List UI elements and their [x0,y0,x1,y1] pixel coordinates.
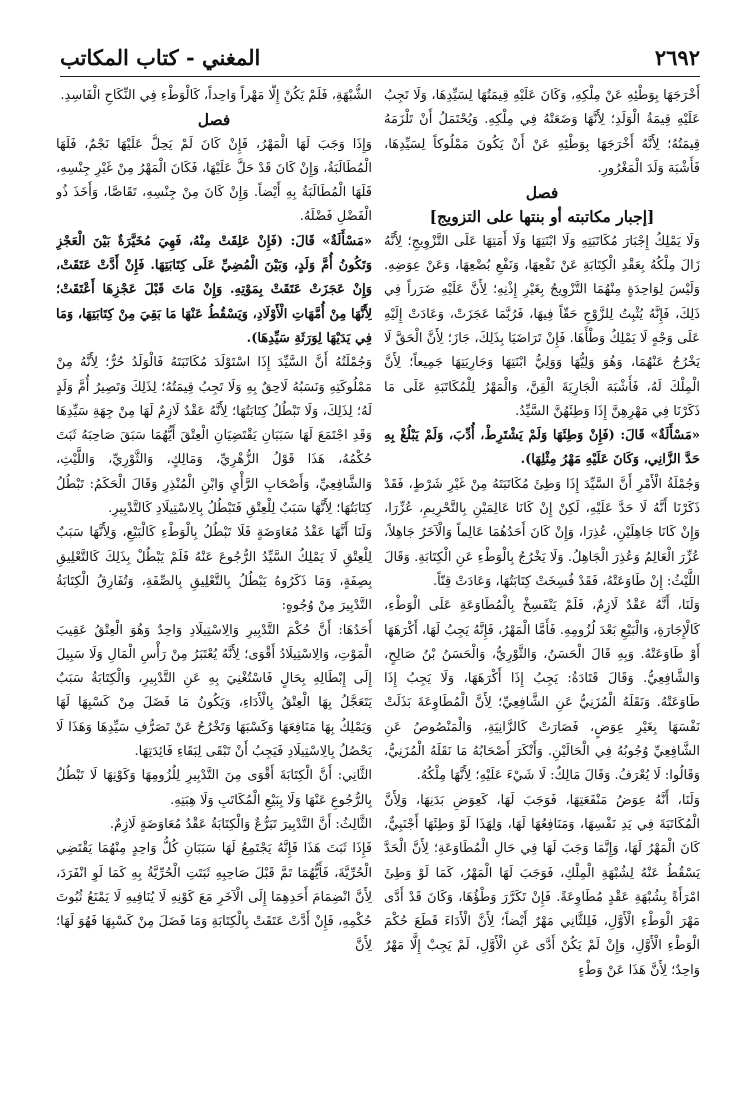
masala-statement: «مَسْأَلَةٌ» قَالَ: (فَإِنْ وَطِئَهَا وَلَمْ يَشْتَرِطْ، أُدِّبَ، وَلَمْ يَبْلُغْ بِهِ حَدَّ الزَّانِي، وَكَانَ عَلَيْهِ مَهْرُ مِثْلِهَا). [384,428,700,468]
paragraph [384,473,700,594]
paragraph-text: وَلَنَا، أَنَّهُ عِوَضُ مَنْفَعَتِهَا، فَوَجَبَ لَهَا، كَعِوَضِ بَدَنِهَا، وَلِأَنَّ الْمُكَاتَبَةَ فِي يَدِ نَفْسِهَا، وَمَنَافِعُهَا لَهَا، وَلِهَذَا لَوْ وَطِئَهَا أَجْنَبِيٌّ، كَانَ الْمَهْرُ لَهَا، وَإِنَّمَا وَجَبَ لَهَا فِي حَالِ الْمُطَاوَعَةِ؛ لِأَنَّ الْحَدَّ يَسْقُطُ عَنْهُ لِشُبْهَةِ الْمِلْكِ، فَوَجَبَ لَهَا الْمَهْرُ، كَمَا لَوْ وَطِئَ امْرَأَةً بِشُبْهَةِ عَقْدٍ مُطَاوِعَةً. فَإِنْ تَكَرَّرَ وَطْؤُهَا، وَكَانَ قَدْ أَدَّى مَهْرَ الْوَطْءِ الْأَوَّلِ، فَلِلثَّانِي مَهْرٌ أَيْضاً؛ لِأَنَّ الْأَدَاءَ قَطَعَ حُكْمَ الْوَطْءِ الْأَوَّلِ، وَإِنْ لَمْ يَكُنْ أَدَّى عَنِ الْأَوَّلِ، لَمْ يَجِبْ إِلَّا مَهْرٌ وَاحِدٌ؛ لِأَنَّ هَذَا عَنْ وَطْءٍ [384,792,700,978]
left-column [56,84,372,1074]
paragraph-text: الشُّبْهَةِ، فَلَمْ يَكُنْ إِلَّا مَهْراً وَاحِداً، كَالْوَطْءِ فِي النِّكَاحِ الْفَاسِدِ. [60,88,372,103]
paragraph [56,133,372,230]
paragraph-text: أَحَدُهَا: أَنَّ حُكْمَ التَّدْبِيرِ وَالِاسْتِيلَادِ وَاحِدٌ وَهُوَ الْعِتْقُ عَقِيبَ الْمَوْتِ، وَالِاسْتِيلَادُ أَقْوَى؛ لِأَنَّهُ يُعْتَبَرُ مِنْ رَأْسِ الْمَالِ وَلَا سَبِيلَ إِلَى إِبْطَالِهِ بِحَالٍ فَاسْتُغْنِيَ بِهِ عَنِ التَّدْبِيرِ، وَالْكِتَابَةُ سَبَبٌ يَتَعَجَّلُ بِهَا الْعِتْقُ بِالْأَدَاءِ، وَيَكُونُ مَا فَضَلَ مِنْ كَسْبِهَا لَهَا وَيَمْلِكُ بِهَا مَنَافِعَهَا وَكَسْبَهَا وَتَخْرُجُ عَنْ تَصَرُّفِ سَيِّدِهَا وَهَذَا لَا يَحْصُلُ بِالِاسْتِيلَادِ فَيَجِبُ أَنْ تَبْقَى لِبَقَاءِ فَائِدَتِهَا. [56,622,372,760]
paragraph-text: الثَّالِثُ: أَنَّ التَّدْبِيرَ تَبَرُّعٌ وَالْكِتَابَةُ عَقْدُ مُعَاوَضَةٍ لَازِمٌ. [109,816,372,832]
paragraph [56,813,372,837]
section-heading: فصل [525,183,559,203]
paragraph [56,764,372,813]
paragraph [384,230,700,424]
paragraph-text: فَإِذَا ثَبَتَ هَذَا فَإِنَّهُ يَجْتَمِعُ لَهَا سَبَبَانِ كُلُّ وَاحِدٍ مِنْهُمَا يَقْتَضِي الْحُرِّيَّةَ، فَأَيُّهُمَا تَمَّ قَبْلَ صَاحِبِهِ ثَبَتَتِ الْحُرِّيَّةُ بِهِ كَمَا لَوِ انْفَرَدَ، لِأَنَّ انْضِمَامَ أَحَدِهِمَا إِلَى الْآخَرِ مَعَ كَوْنِهِ لَا يُنَافِيهِ لَا يَمْنَعُ ثُبُوتَ حُكْمِهِ، فَإِنْ أَدَّتْ عَتَقَتْ بِالْكِتَابَةِ وَمَا فَضَلَ مِنْ كَسْبِهَا فَهُوَ لَهَا؛ لِأَنَّ [56,841,372,954]
paragraph [56,84,372,108]
paragraph [384,84,700,181]
paragraph-text: الثَّانِي: أَنَّ الْكِتَابَةَ أَقْوَى مِنَ التَّدْبِيرِ لِلُزُومِهَا وَكَوْنِهَا لَا تَبْطُلُ بِالرُّجُوعِ عَنْهَا وَلَا بِبَيْعِ الْمُكَاتَبِ وَلَا هِبَتِهِ. [56,768,372,808]
paragraph [56,521,372,618]
page-header [60,40,700,70]
paragraph-text: وَجُمْلَةُ الْأَمْرِ أَنَّ السَّيِّدَ إِذَا وَطِئَ مُكَاتَبَتَهُ مِنْ غَيْرِ شَرْطٍ، فَقَدْ ذَكَرْنَا أَنَّهُ لَا حَدَّ عَلَيْهِ، لَكِنْ إِنْ كَانَا عَالِمَيْنِ بِالتَّحْرِيمِ، عُزِّرَا، وَإِنْ كَانَا جَاهِلَيْنِ، عُذِرَا، وَإِنْ كَانَ أَحَدُهُمَا عَالِماً وَالْآخَرُ جَاهِلاً، عُزِّرَ الْعَالِمُ وَعُذِرَ الْجَاهِلُ. وَلَا يَخْرُجُ بِالْوَطْءِ عَنِ الْكِتَابَةِ. وَقَالَ اللَّيْثُ: إِنْ طَاوَعَتْهُ، فَقَدْ فُسِخَتْ كِتَابَتُهَا، وَعَادَتْ قِنّاً. [384,476,700,589]
paragraph [384,424,700,473]
paragraph [56,837,372,958]
paragraph-text: وَلَنَا أَنَّهَا عَقْدُ مُعَاوَضَةٍ فَلَا تَبْطُلُ بِالْوَطْءِ كَالْبَيْعِ، وَلِأَنَّهَا سَبَبٌ لِلْعِتْقِ لَا يَمْلِكُ السَّيِّدُ الرُّجُوعَ عَنْهُ فَلَمْ يَبْطُلْ بِذَلِكَ كَالتَّعْلِيقِ بِصِفَةٍ، وَمَا ذَكَرُوهُ يَبْطُلُ بِالتَّعْلِيقِ بِالصِّفَةِ، وَتُفَارِقُ الْكِتَابَةُ التَّدْبِيرَ مِنْ وُجُوهٍ: [56,525,372,614]
paragraph-text: وَلَا يَمْلِكُ إِجْبَارَ مُكَاتَبَتِهِ وَلَا ابْنَتِهَا وَلَا أَمَتِهَا عَلَى التَّزْوِيجِ؛ لِأَنَّهُ زَالَ مِلْكُهُ بِعَقْدِ الْكِتَابَةِ عَنْ نَفْعِهَا، وَنَفْعِ بُضْعِهَا، وَعَنْ عِوَضِهِ. وَلَيْسَ لِوَاحِدَةٍ مِنْهُمَا التَّزْوِيجُ بِغَيْرِ إِذْنِهِ؛ لِأَنَّ عَلَيْهِ ضَرَراً فِي ذَلِكَ، فَإِنَّهُ يُثْبِتُ لِلزَّوْجِ حَقّاً فِيهَا، فَرُبَّمَا عَجَزَتْ، وَعَادَتْ إِلَيْهِ عَلَى وَجْهٍ لَا يَمْلِكُ وَطْأَهَا. فَإِنْ تَرَاضَيَا بِذَلِكَ، جَازَ؛ لِأَنَّ الْحَقَّ لَا يَخْرُجُ عَنْهُمَا، وَهُوَ وَلِيُّهَا وَوَلِيُّ ابْنَتِهَا وَجَارِيَتِهَا جَمِيعاً؛ لِأَنَّ الْمِلْكَ لَهُ، فَأَشْبَهَ الْجَارِيَةَ الْقِنَّ، وَالْمَهْرُ لِلْمُكَاتَبَةِ عَلَى مَا ذَكَرْنَا فِي مَهْرِهِنَّ إِذَا وَطِئَهُنَّ السَّيِّدُ. [384,233,700,419]
paragraph [384,594,700,788]
paragraph-text: وَإِذَا وَجَبَ لَهَا الْمَهْرُ، فَإِنْ كَانَ لَمْ يَحِلَّ عَلَيْهَا نَجْمٌ، فَلَهَا الْمُطَالَبَةُ، وَإِنْ كَانَ قَدْ حَلَّ عَلَيْهَا، فَكَانَ الْمَهْرُ مِنْ غَيْرِ جِنْسِهِ، فَلَهَا الْمُطَالَبَةُ بِهِ أَيْضاً. وَإِنْ كَانَ مِنْ جِنْسِهِ، تَقَاصَّا، وَأَخَذَ ذُو الْفَضْلِ فَضْلَهُ. [56,136,372,225]
right-column [384,84,700,1074]
header-rule [60,76,700,77]
paragraph-text: وَجُمْلَتُهُ أَنَّ السَّيِّدَ إِذَا اسْتَوْلَدَ مُكَاتَبَتَهُ فَالْوَلَدُ حُرٌّ؛ لِأَنَّهُ مِنْ مَمْلُوكَتِهِ وَنَسَبُهُ لَاحِقٌ بِهِ وَلَا تَجِبُ قِيمَتُهُ؛ لِذَلِكَ وَتَصِيرُ أُمَّ وَلَدٍ لَهُ؛ لِذَلِكَ، وَلَا تَبْطُلُ كِتَابَتُهَا؛ لِأَنَّهُ عَقْدٌ لَازِمٌ لَهَا مِنْ جِهَةِ سَيِّدِهَا وَقَدِ اجْتَمَعَ لَهَا سَبَبَانِ يَقْتَضِيَانِ الْعِتْقَ أَيُّهُمَا سَبَقَ صَاحِبَهُ ثَبَتَ حُكْمُهُ، هَذَا قَوْلُ الزُّهْرِيِّ، وَمَالِكٍ، وَالثَّوْرِيِّ، وَاللَّيْثِ، وَالشَّافِعِيِّ، وَأَصْحَابِ الرَّأْيِ وَابْنِ الْمُنْذِرِ وَقَالَ الْحَكَمُ: تَبْطُلُ كِتَابَتُهَا؛ لِأَنَّهَا سَبَبٌ لِلْعِتْقِ فَتَبْطُلُ بِالِاسْتِيلَادِ كَالتَّدْبِيرِ. [56,355,372,517]
section-heading: فصل [197,110,231,130]
section-heading: [إجبار مكاتبته أو بنتها على التزويج] [429,207,655,227]
paragraph-text: أَخْرَجَهَا بِوَطْئِهِ عَنْ مِلْكِهِ، وَكَانَ عَلَيْهِ قِيمَتُهَا لِسَيِّدِهَا، وَلَا تَجِبُ عَلَيْهِ قِيمَةُ الْوَلَدِ؛ لِأَنَّهَا وَضَعَتْهُ فِي مِلْكِهِ. وَيُحْتَمَلُ أَنْ تَلْزَمَهُ قِيمَتُهُ؛ لِأَنَّهُ أَخْرَجَهَا بِوَطْئِهِ عَنْ أَنْ يَكُونَ مَمْلُوكاً لِسَيِّدِهَا، فَأَشْبَهَ وَلَدَ الْمَغْرُورِ. [384,88,700,176]
paragraph [56,230,372,351]
page-number: ٢٦٩٢ [654,45,700,70]
paragraph-text: وَلَنَا، أَنَّهُ عَقْدٌ لَازِمٌ، فَلَمْ يَنْفَسِخْ بِالْمُطَاوَعَةِ عَلَى الْوَطْءِ، كَالْإِجَارَةِ، وَالْبَيْعِ بَعْدَ لُزُومِهِ. فَأَمَّا الْمَهْرُ، فَإِنَّهُ يَجِبُ لَهَا، أَكْرَهَهَا أَوْ طَاوَعَتْهُ. وَبِهِ قَالَ الْحَسَنُ، وَالثَّوْرِيُّ، وَالْحَسَنُ بْنُ صَالِحٍ، وَالشَّافِعِيُّ. وَقَالَ قَتَادَةُ: يَجِبُ إِذَا أَكْرَهَهَا، وَلَا يَجِبُ إِذَا طَاوَعَتْهُ. وَنَقَلَهُ الْمُزَنِيُّ عَنِ الشَّافِعِيِّ؛ لِأَنَّ الْمُطَاوِعَةَ بَذَلَتْ نَفْسَهَا بِغَيْرِ عِوَضٍ، فَصَارَتْ كَالزَّانِيَةِ، وَالْمَنْصُوصُ عَنِ الشَّافِعِيِّ وُجُوبُهُ فِي الْحَالَيْنِ. وَأَنْكَرَ أَصْحَابُهُ مَا نَقَلَهُ الْمُزَنِيُّ، وَقَالُوا: لَا يُعْرَفُ. وَقَالَ مَالِكٌ: لَا شَيْءَ عَلَيْهِ؛ لِأَنَّهَا مِلْكُهُ. [384,598,700,784]
paragraph [56,619,372,765]
paragraph [56,351,372,521]
paragraph [384,789,700,983]
running-title: المغني - كتاب المكاتب [60,45,261,70]
masala-statement: «مَسْأَلَةٌ» قَالَ: (فَإِنْ عَلِقَتْ مِنْهُ، فَهِيَ مُخَيَّرَةٌ بَيْنَ الْعَجْزِ وَتَكُونُ أُمَّ وَلَدٍ، وَبَيْنَ الْمُضِيِّ عَلَى كِتَابَتِهَا. فَإِنْ أَدَّتْ عَتَقَتْ، وَإِنْ عَجَزَتْ عَتَقَتْ بِمَوْتِهِ. وَإِنْ مَاتَ قَبْلَ عَجْزِهَا أَعْتَقَتْ؛ لِأَنَّهَا مِنْ أُمَّهَاتِ الْأَوْلَادِ، وَيَسْقُطُ عَنْهَا مَا بَقِيَ مِنْ كِتَابَتِهَا، وَمَا فِي يَدَيْهَا لِوَرَثَةِ سَيِّدِهَا). [56,233,372,346]
